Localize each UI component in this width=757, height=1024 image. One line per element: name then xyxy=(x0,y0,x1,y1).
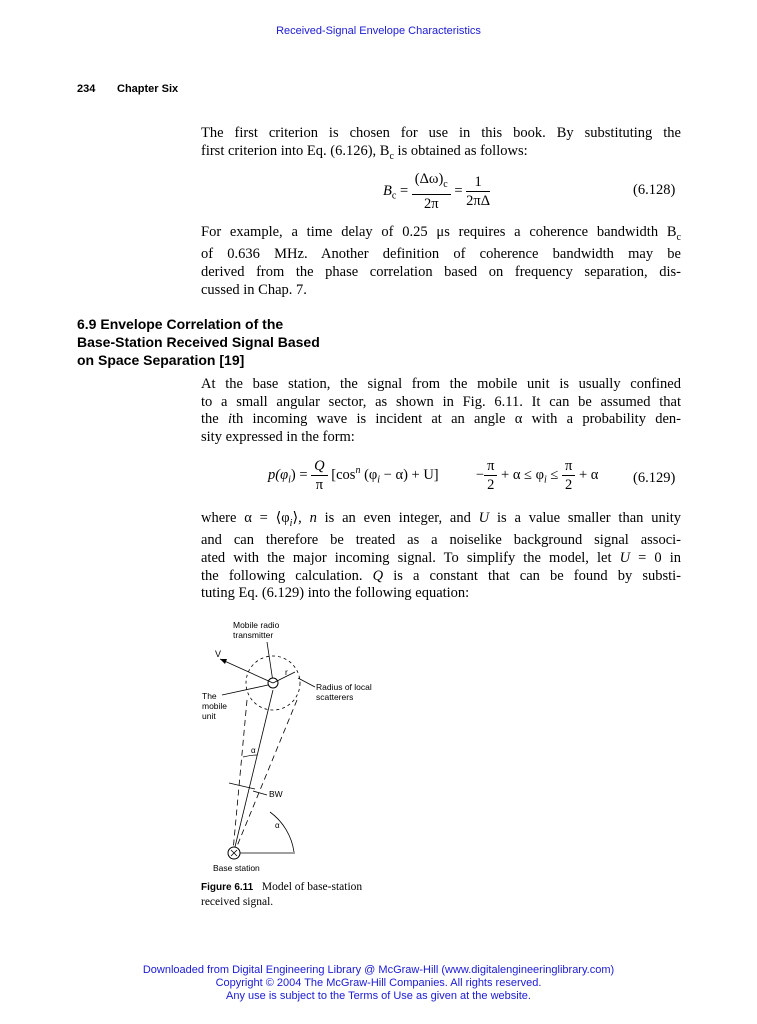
fraction: $\frac{\pi}{2}$ xyxy=(562,457,575,494)
equation-number: (6.128) xyxy=(633,182,676,198)
fraction: $\frac{\pi}{2}$ xyxy=(484,457,497,494)
velocity-arrow xyxy=(220,659,273,683)
fraction: $\frac{Q}{\pi}$ xyxy=(311,457,327,494)
label-radius: scatterers xyxy=(316,692,354,702)
text-line: to a small angular sector, as shown in Fig. 6.11. It can be assumed that xyxy=(201,393,681,410)
text-line: tuting Eq. (6.129) into the following equation: xyxy=(201,585,470,602)
label-alpha-small: α xyxy=(251,746,256,755)
text-line: first criterion into Eq. (6.126), $B_c$ is obtained as follows: xyxy=(201,142,528,162)
label-mobile-unit: unit xyxy=(202,711,216,721)
paragraph-where xyxy=(201,510,681,603)
label-mobile-unit: mobile xyxy=(202,701,228,711)
text-line: the ith incoming wave is incident at an angle α with a probability den- xyxy=(201,411,681,428)
text-line: of 0.636 MHz. Another definition of coherence bandwidth may be xyxy=(201,246,681,263)
text-line: For example, a time delay of 0.25 μs requires a coherence bandwidth $B_c$ xyxy=(201,224,681,243)
label-alpha: α xyxy=(275,821,280,830)
running-head: Received-Signal Envelope Characteristics xyxy=(276,25,481,37)
text-line: sity expressed in the form: xyxy=(201,428,355,445)
label-base-station: Base station xyxy=(213,863,260,873)
chapter-label: Chapter Six xyxy=(117,83,179,95)
sector-edge xyxy=(235,700,297,851)
footer-download-link[interactable]: Downloaded from Digital Engineering Library @ McGraw-Hill (www.digitalengineeringlibrary.com) xyxy=(142,964,615,976)
text-line: where $\alpha = ⟨\varphi_i⟩$, n is an even integer, and U is a value smaller than unity xyxy=(201,510,681,529)
figure-label: Figure 6.11 xyxy=(201,882,254,893)
figure-caption: Figure 6.11 Model of base-station received signal. xyxy=(201,881,363,908)
text-line: derived from the phase correlation based on frequency separation, dis- xyxy=(201,264,681,281)
paragraph-example xyxy=(201,224,681,299)
footer-terms-link[interactable]: Any use is subject to the Terms of Use as given at the website. xyxy=(226,990,531,1002)
label-bw: BW xyxy=(269,789,283,799)
text-line: ated with the major incoming signal. To simplify the model, let U = 0 in xyxy=(201,550,681,567)
label-v: V xyxy=(215,649,222,659)
equation-6-129: $p(\varphi_i)$ = $\frac{Q}{\pi}$ [$\cos^n$ $(\varphi_i - \alpha) + U$] − $\frac{\pi}{2}$ + $\alpha \le \varphi_i$ ≤ $\frac{\pi}{2}$ + α xyxy=(268,458,599,493)
label-transmitter: transmitter xyxy=(233,630,274,640)
text-line: cussed in Chap. 7. xyxy=(201,281,307,298)
equation-6-128: $B_c$ = $\frac{(\Delta\omega)_c}{2\pi}$ = $\frac{1}{2\pi\Delta}$ xyxy=(383,171,491,212)
label-transmitter: Mobile radio xyxy=(233,620,280,630)
fraction: $\frac{1}{2\pi\Delta}$ xyxy=(466,173,491,209)
label-r: r xyxy=(285,667,288,677)
text-line: At the base station, the signal from the mobile unit is usually confined xyxy=(201,376,681,392)
text-line: and can therefore be treated as a noiselike background signal associ- xyxy=(201,532,681,549)
footer-copyright: Copyright © 2004 The McGraw-Hill Companies. All rights reserved. xyxy=(215,977,542,989)
label-radius: Radius of local xyxy=(316,682,372,692)
section-heading: 6.9 Envelope Correlation of the Base-Station Received Signal Based on Space Separation [19] xyxy=(77,316,320,368)
text-line: the following calculation. Q is a constant that can be found by substi- xyxy=(201,567,681,584)
label-mobile-unit: The xyxy=(202,691,217,701)
paragraph-base-station xyxy=(201,376,681,446)
figure-6-11-diagram xyxy=(195,615,395,877)
footer-notice xyxy=(0,964,757,1003)
boresight-line xyxy=(234,690,273,851)
text-line: The first criterion is chosen for use in this book. By substituting the xyxy=(201,125,681,141)
fraction: $\frac{(\Delta\omega)_c}{2\pi}$ xyxy=(412,170,451,213)
sector-edge xyxy=(233,700,247,851)
paragraph-criterion xyxy=(201,125,681,165)
equation-number: (6.129) xyxy=(633,470,676,486)
page-number: 234 xyxy=(77,83,96,95)
